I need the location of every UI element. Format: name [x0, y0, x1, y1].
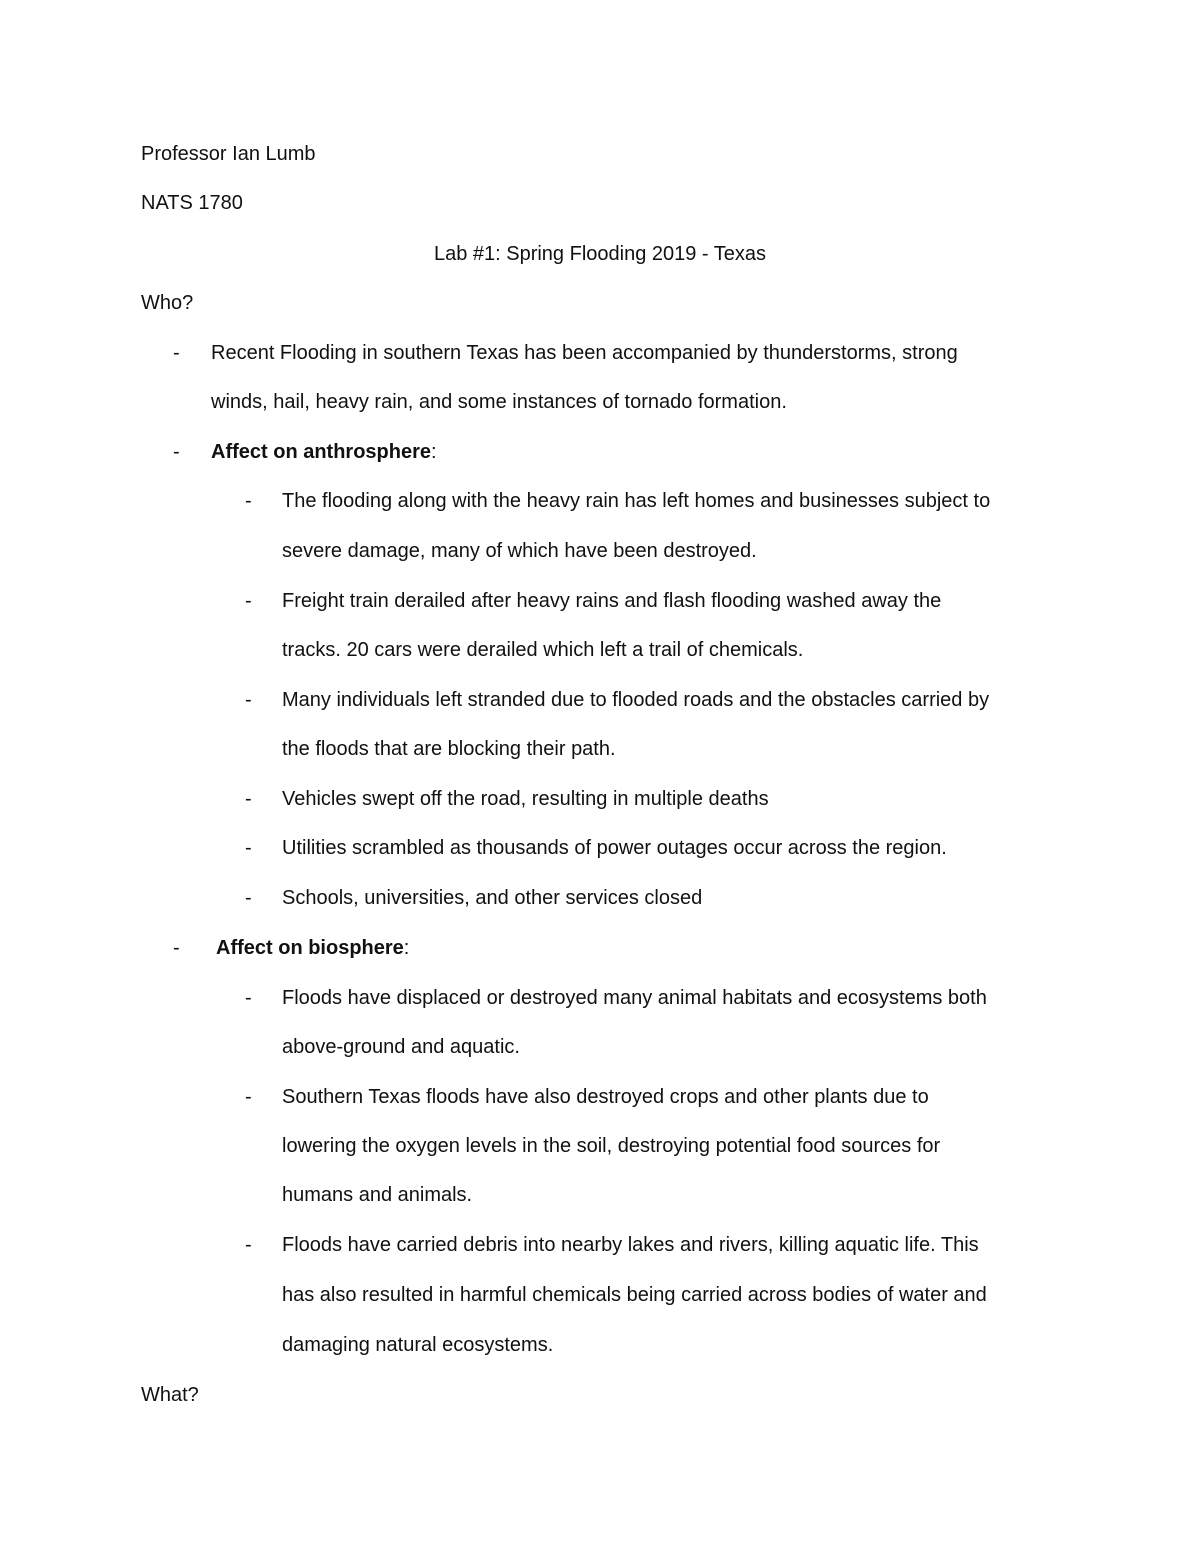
list-item-line: the floods that are blocking their path. — [282, 738, 616, 760]
bullet-dash: - — [245, 590, 252, 612]
list-item-line: Freight train derailed after heavy rains and flash flooding washed away the — [282, 590, 942, 612]
section-heading-what: What? — [141, 1384, 199, 1406]
professor-name: Professor Ian Lumb — [141, 143, 316, 165]
list-item-line: Utilities scrambled as thousands of power outages occur across the region. — [282, 837, 947, 859]
document-title: Lab #1: Spring Flooding 2019 - Texas — [433, 243, 767, 265]
section-heading-who: Who? — [141, 292, 194, 314]
list-item-line: has also resulted in harmful chemicals being carried across bodies of water and — [282, 1284, 987, 1306]
list-item-line: tracks. 20 cars were derailed which left a trail of chemicals. — [282, 639, 804, 661]
bullet-dash: - — [245, 1086, 252, 1108]
list-item-line: severe damage, many of which have been destroyed. — [282, 540, 757, 562]
bullet-dash: - — [245, 1234, 252, 1256]
list-item-line: Vehicles swept off the road, resulting in multiple deaths — [282, 788, 769, 810]
bullet-dash: - — [173, 441, 180, 463]
list-item-line: Floods have carried debris into nearby lakes and rivers, killing aquatic life. This — [282, 1234, 979, 1256]
list-item-line: The flooding along with the heavy rain has left homes and businesses subject to — [282, 490, 991, 512]
list-item-line: damaging natural ecosystems. — [282, 1334, 554, 1356]
list-item-line: Schools, universities, and other services closed — [282, 887, 703, 909]
list-item-line: Floods have displaced or destroyed many animal habitats and ecosystems both — [282, 987, 987, 1009]
subheading-biosphere-label: Affect on biosphere — [216, 937, 404, 959]
intro-text-line: winds, hail, heavy rain, and some instances of tornado formation. — [211, 391, 787, 413]
bullet-dash: - — [245, 788, 252, 810]
subheading-colon: : — [403, 937, 410, 959]
course-code: NATS 1780 — [141, 192, 243, 214]
bullet-dash: - — [173, 342, 180, 364]
list-item-line: humans and animals. — [282, 1184, 473, 1206]
bullet-dash: - — [245, 490, 252, 512]
subheading-anthrosphere-label: Affect on anthrosphere — [211, 441, 432, 463]
subheading-biosphere — [216, 936, 409, 960]
list-item-line: above-ground and aquatic. — [282, 1036, 520, 1058]
intro-text-line: Recent Flooding in southern Texas has been accompanied by thunderstorms, strong — [211, 342, 958, 364]
bullet-dash: - — [245, 837, 252, 859]
subheading-colon: : — [431, 441, 437, 463]
list-item-line: Many individuals left stranded due to flooded roads and the obstacles carried by — [282, 689, 990, 711]
bullet-dash: - — [245, 689, 252, 711]
list-item-line: Southern Texas floods have also destroyed crops and other plants due to — [282, 1086, 929, 1108]
bullet-dash: - — [173, 937, 180, 959]
bullet-dash: - — [245, 987, 252, 1009]
list-item-line: lowering the oxygen levels in the soil, destroying potential food sources for — [282, 1135, 941, 1157]
bullet-dash: - — [245, 887, 252, 909]
subheading-anthrosphere — [211, 440, 437, 464]
